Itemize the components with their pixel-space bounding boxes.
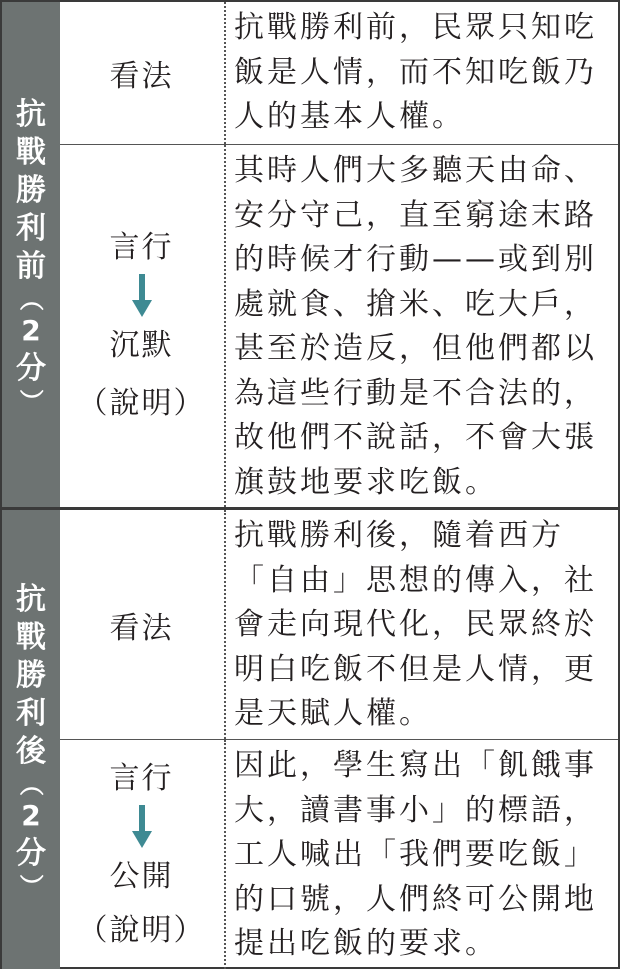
row-description: 抗戰勝利後，隨着西方「自由」思想的傳入，社會走向現代化，民眾終於明白吃飯不但是人情，更是天賦人權。 [224,510,618,739]
section-after-victory [2,510,618,969]
label-public: 公開 [109,858,174,894]
row-action-after [60,740,618,969]
header-char: 前 [16,248,46,284]
label-silence: 沉默 [109,328,174,363]
section-before-victory [2,2,618,507]
row-label [60,2,223,144]
score-bracket-open: （ [17,771,45,796]
score-bracket-close: ） [17,873,45,898]
down-arrow-icon [132,274,152,318]
row-label [60,740,223,969]
header-char: 勝 [16,657,46,693]
down-arrow-icon [132,805,152,849]
row-description: 因此，學生寫出「飢餓事大，讀書事小」的標語，工人喊出「我們要吃飯」的口號，人們終可公開地提出吃飯的要求。 [224,740,618,969]
row-view-after [60,510,618,739]
header-char: 抗 [16,96,46,132]
header-char: 利 [16,695,46,731]
label-action: 言行 [109,230,174,265]
row-label [60,510,223,739]
header-char: 戰 [16,619,46,655]
section-header-before [2,2,60,507]
label-action: 言行 [109,760,174,796]
row-description: 其時人們大多聽天由命、安分守己，直至窮途末路的時候才行動——或到別處就食、搶米、吃大戶，甚至於造反，但他們都以為這些行動是不合法的，故他們不說話，不會大張旗鼓地要求吃飯。 [224,145,618,507]
header-char: 後 [16,733,46,769]
score-unit: 分 [16,350,46,386]
row-action-before [60,145,618,507]
row-view-before [60,2,618,144]
score-number: 2 [21,313,41,347]
score-number: 2 [21,798,41,832]
header-char: 抗 [16,581,46,617]
score-unit: 分 [16,835,46,871]
header-char: 戰 [16,134,46,170]
score-bracket-close: ） [17,388,45,413]
header-char: 勝 [16,172,46,208]
label-view: 看法 [109,610,174,646]
header-char: 利 [16,210,46,246]
row-description: 抗戰勝利前，民眾只知吃飯是人情，而不知吃飯乃人的基本人權。 [224,2,618,144]
row-label [60,145,223,507]
label-view: 看法 [109,59,174,94]
label-explain: （說明） [77,386,206,421]
label-explain: （說明） [77,912,206,948]
section-header-after [2,510,60,969]
score-bracket-open: （ [17,286,45,311]
